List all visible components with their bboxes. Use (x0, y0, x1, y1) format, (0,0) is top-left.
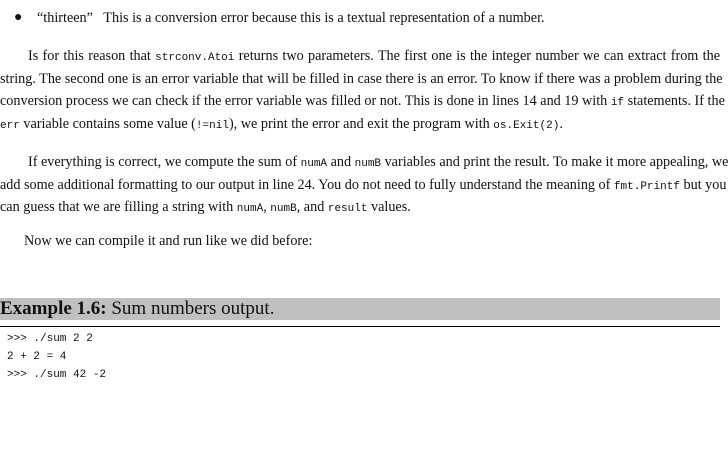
code-line: 2 + 2 = 4 (7, 351, 67, 363)
paragraph-line: Now we can compile it and run like we did before: (24, 233, 313, 249)
example-title: Sum numbers output. (106, 298, 275, 319)
paragraph-line: add some additional formatting to our output in line 24. You do not need to fully understand the meaning of fmt.Printf but you (0, 176, 727, 193)
inline-code: numB (270, 203, 297, 216)
code-line: >>> ./sum 2 2 (7, 333, 93, 345)
inline-code: numA (300, 158, 328, 170)
bullet-icon: ● (14, 10, 23, 25)
paragraph-line: err variable contains some value (!=nil), we print the error and exit the program with os.Exit(2). (0, 115, 563, 132)
inline-code: fmt.Printf (613, 180, 680, 193)
paragraph-line: If everything is correct, we compute the sum of numA and numB variables and print the result. To make it more appealing, we (28, 154, 728, 170)
inline-code: numA (236, 203, 264, 216)
inline-code: numB (354, 158, 382, 170)
inline-code: os.Exit(2) (493, 119, 560, 132)
code-output-block (7, 330, 106, 384)
inline-code: result (327, 203, 368, 216)
paragraph-line: Is for this reason that strconv.Atoi returns two parameters. The first one is the integer number we can extract from the (28, 48, 720, 64)
inline-code: if (610, 97, 625, 110)
example-divider (0, 326, 720, 327)
inline-code: !=nil (195, 119, 229, 132)
paragraph-line: conversion process we can check if the error variable was filled or not. This is done in lines 14 and 19 with if statements. If the (0, 93, 725, 110)
bullet-text: “thirteen” This is a conversion error because this is a textual representation of a number. (37, 10, 545, 26)
inline-code: err (0, 119, 20, 132)
example-caption (0, 298, 720, 320)
paragraph-compile-intro (0, 230, 720, 253)
paragraph-strconv-explanation (0, 45, 725, 135)
paragraph-sum-explanation (0, 151, 728, 219)
code-line: >>> ./sum 42 -2 (7, 369, 107, 381)
example-label: Example 1.6: (0, 298, 107, 319)
paragraph-line: string. The second one is an error variable that will be filled in case there is an error. To know if there was a problem during the (0, 70, 723, 87)
inline-code: strconv.Atoi (155, 52, 235, 64)
paragraph-line: can guess that we are filling a string with numA, numB, and result values. (0, 199, 411, 216)
